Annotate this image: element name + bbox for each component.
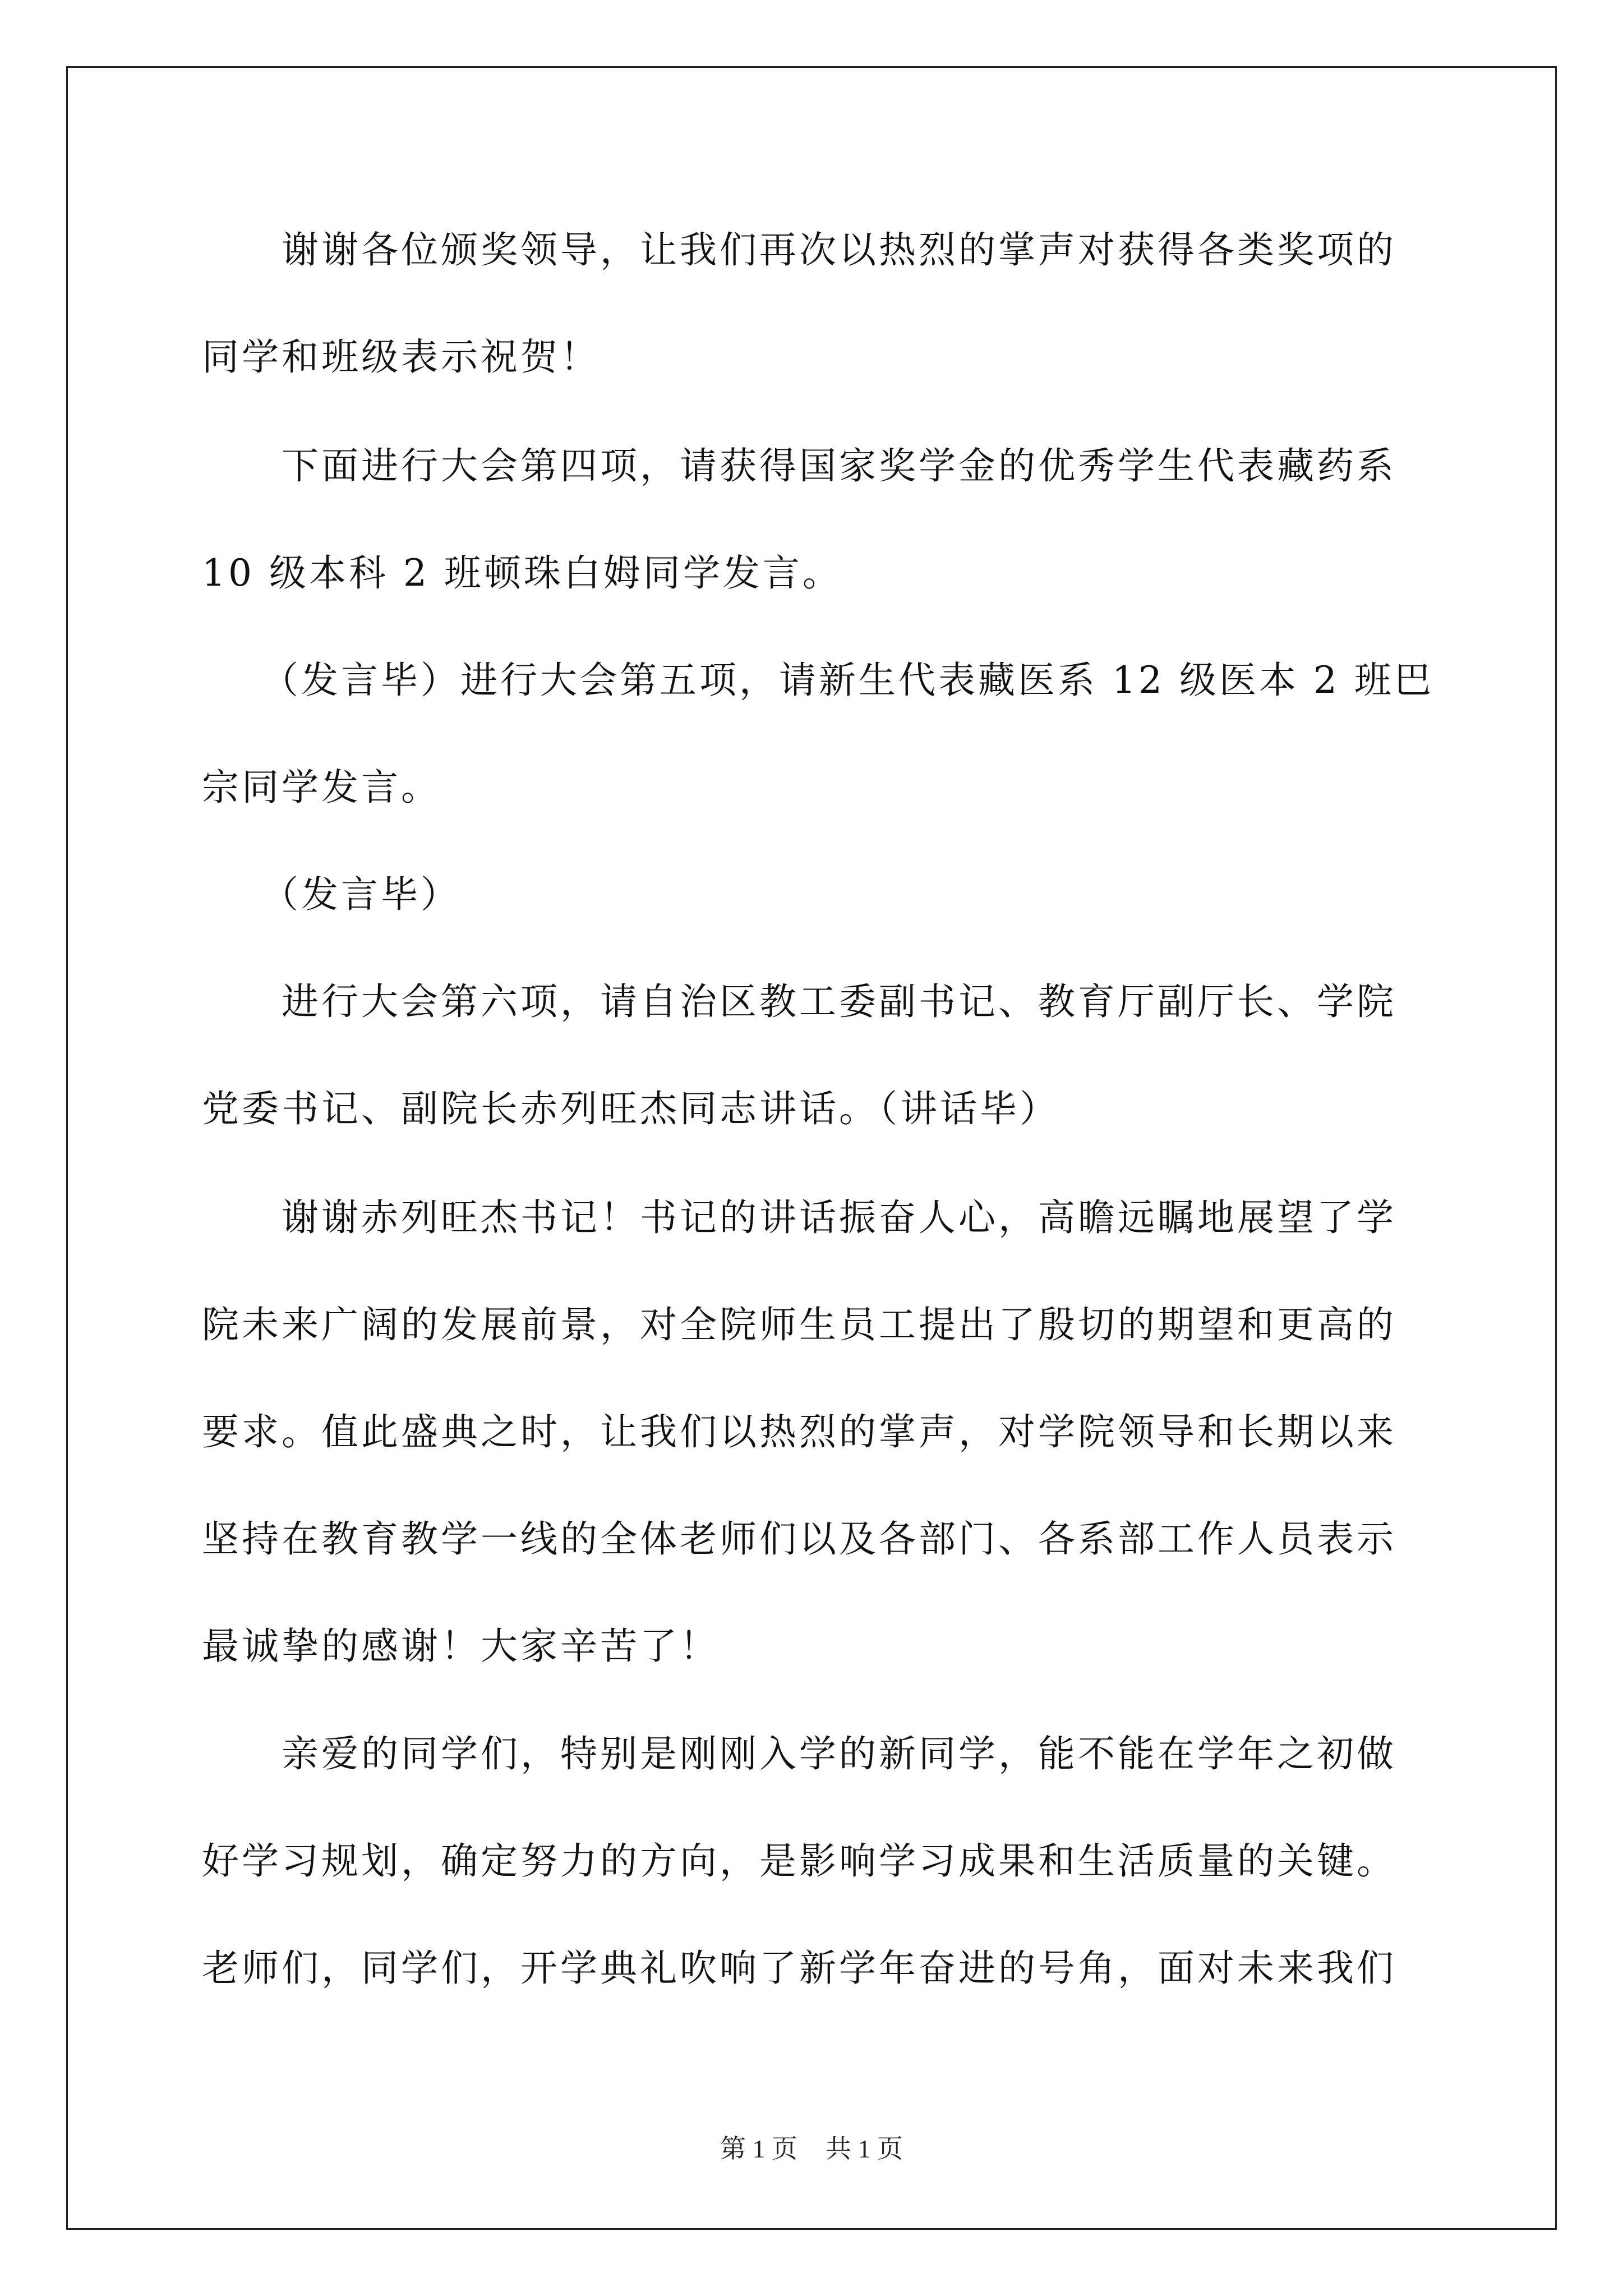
paragraph-1-line-1: 谢谢各位颁奖领导，让我们再次以热烈的掌声对获得各类奖项的: [282, 228, 1396, 272]
paragraph-6-line-4: 坚持在教育教学一线的全体老师们以及各部门、各系部工作人员表示: [202, 1517, 1396, 1561]
page-border: [66, 66, 1557, 2230]
page-footer: [0, 2136, 1623, 2162]
paragraph-6-line-5: 最诚挚的感谢！大家辛苦了！: [202, 1625, 720, 1668]
paragraph-3-line-2: 宗同学发言。: [202, 766, 441, 809]
page-number: 第 1 页: [720, 2134, 797, 2163]
paragraph-7-line-2: 好学习规划，确定努力的方向，是影响学习成果和生活质量的关键。: [202, 1839, 1396, 1883]
paragraph-2-line-2: 10 级本科 2 班顿珠白姆同学发言。: [202, 551, 842, 595]
paragraph-6-line-3: 要求。值此盛典之时，让我们以热烈的掌声，对学院领导和长期以来: [202, 1410, 1396, 1453]
paragraph-7-line-3: 老师们，同学们，开学典礼吹响了新学年奋进的号角，面对未来我们: [202, 1947, 1396, 1990]
paragraph-2-line-1: 下面进行大会第四项，请获得国家奖学金的优秀学生代表藏药系: [282, 444, 1396, 487]
page-total: 共 1 页: [826, 2134, 903, 2163]
paragraph-7-line-1: 亲爱的同学们，特别是刚刚入学的新同学，能不能在学年之初做: [282, 1732, 1396, 1775]
paragraph-3-line-1: （发言毕）进行大会第五项，请新生代表藏医系 12 级医本 2 班巴: [261, 659, 1434, 702]
paragraph-6-line-2: 院未来广阔的发展前景，对全院师生员工提出了殷切的期望和更高的: [202, 1303, 1396, 1346]
paragraph-5-line-1: 进行大会第六项，请自治区教工委副书记、教育厅副厅长、学院: [282, 980, 1396, 1023]
paragraph-4-line-1: （发言毕）: [261, 873, 460, 916]
paragraph-1-line-2: 同学和班级表示祝贺！: [202, 335, 600, 379]
paragraph-5-line-2: 党委书记、副院长赤列旺杰同志讲话。（讲话毕）: [202, 1087, 1059, 1130]
paragraph-6-line-1: 谢谢赤列旺杰书记！书记的讲话振奋人心，高瞻远瞩地展望了学: [282, 1196, 1396, 1239]
